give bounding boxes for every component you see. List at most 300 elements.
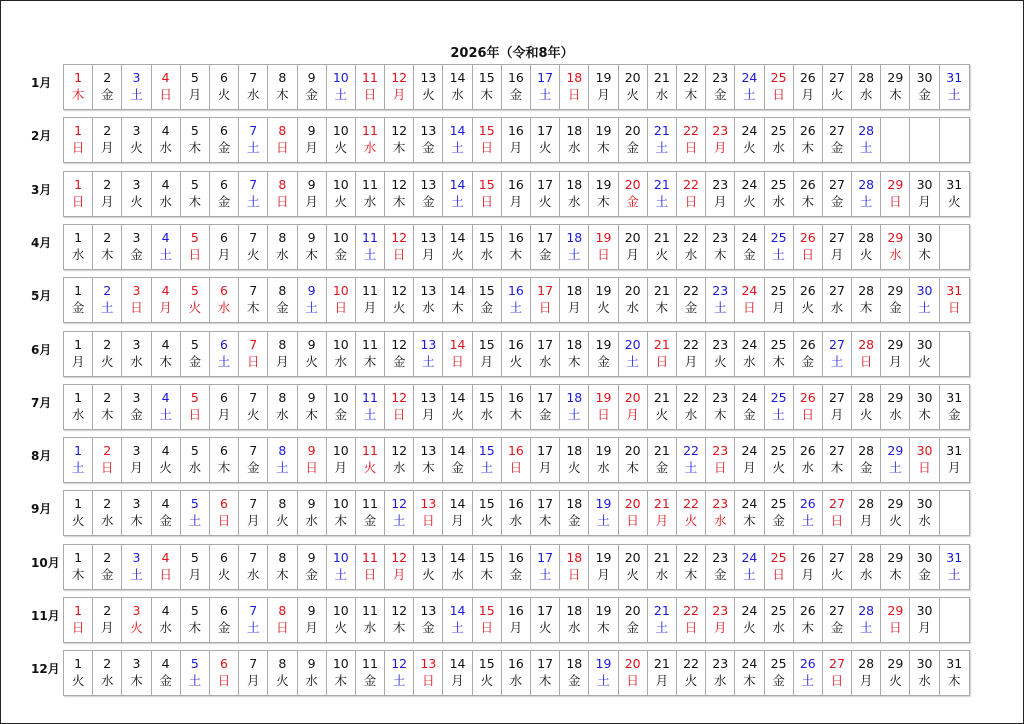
month-label: 1月 bbox=[31, 76, 52, 90]
weekday-label: 水 bbox=[451, 87, 464, 102]
month-label: 3月 bbox=[31, 182, 52, 197]
day-number: 29 bbox=[887, 283, 904, 299]
weekday-label: 金 bbox=[655, 460, 669, 476]
day-cell bbox=[327, 118, 356, 162]
day-cell bbox=[152, 385, 181, 429]
weekday-label: 火 bbox=[830, 87, 844, 102]
day-number: 14 bbox=[449, 336, 466, 352]
day-cell bbox=[589, 598, 618, 642]
day-number: 24 bbox=[741, 229, 758, 245]
weekday-label: 月 bbox=[568, 300, 581, 316]
day-cell bbox=[619, 278, 648, 322]
day-number: 4 bbox=[161, 656, 170, 672]
weekday-label: 土 bbox=[130, 566, 143, 582]
weekday-label: 木 bbox=[392, 140, 406, 156]
day-cell bbox=[735, 438, 764, 482]
weekday-label: 日 bbox=[713, 460, 727, 476]
day-number: 16 bbox=[507, 656, 524, 672]
day-cell bbox=[181, 118, 210, 162]
weekday-label: 水 bbox=[655, 566, 669, 582]
day-cell bbox=[152, 438, 181, 482]
day-cell bbox=[677, 598, 706, 642]
day-number: 4 bbox=[161, 389, 170, 405]
day-number: 29 bbox=[887, 443, 904, 459]
weekday-label: 金 bbox=[509, 87, 523, 102]
day-cell bbox=[298, 545, 327, 589]
day-number: 25 bbox=[770, 336, 787, 352]
day-number: 23 bbox=[712, 656, 729, 672]
day-cell bbox=[210, 385, 239, 429]
weekday-label: 水 bbox=[130, 353, 143, 369]
day-number: 7 bbox=[249, 549, 258, 565]
day-cell bbox=[93, 65, 122, 109]
day-cell bbox=[152, 118, 181, 162]
day-cell bbox=[794, 385, 823, 429]
day-number: 6 bbox=[220, 389, 228, 405]
weekday-label: 土 bbox=[305, 300, 318, 316]
day-number: 28 bbox=[858, 123, 875, 139]
weekday-label: 木 bbox=[101, 246, 114, 262]
day-number: 12 bbox=[391, 389, 408, 405]
day-number: 13 bbox=[420, 336, 437, 352]
weekday-label: 火 bbox=[772, 460, 785, 476]
day-cell bbox=[268, 491, 297, 535]
day-number: 4 bbox=[161, 70, 170, 85]
day-cell bbox=[881, 225, 910, 269]
day-cell bbox=[239, 172, 268, 216]
weekday-label: 土 bbox=[217, 353, 231, 369]
day-number: 8 bbox=[278, 70, 287, 85]
month-label: 12月 bbox=[31, 662, 60, 677]
day-cell bbox=[531, 545, 560, 589]
day-number: 2 bbox=[103, 229, 112, 245]
day-cell bbox=[385, 278, 414, 322]
weekday-label: 日 bbox=[451, 353, 464, 369]
weekday-label: 日 bbox=[422, 513, 435, 529]
day-cell bbox=[298, 332, 327, 376]
day-number: 19 bbox=[595, 656, 612, 672]
day-number: 19 bbox=[595, 229, 612, 245]
weekday-label: 日 bbox=[363, 87, 377, 102]
weekday-label: 日 bbox=[71, 620, 85, 635]
weekday-label: 土 bbox=[246, 193, 260, 209]
month-label: 2月 bbox=[31, 129, 52, 144]
weekday-label: 火 bbox=[568, 460, 581, 476]
day-number: 17 bbox=[537, 656, 554, 672]
day-number: 26 bbox=[799, 229, 816, 245]
day-cell bbox=[93, 598, 122, 642]
day-number: 14 bbox=[449, 176, 466, 192]
day-number: 19 bbox=[595, 283, 612, 299]
day-number: 18 bbox=[566, 496, 583, 512]
day-number: 30 bbox=[916, 549, 933, 565]
weekday-label: 木 bbox=[509, 406, 523, 422]
day-cell bbox=[502, 491, 531, 535]
weekday-label: 水 bbox=[509, 673, 523, 689]
weekday-label: 日 bbox=[568, 87, 581, 102]
day-cell bbox=[706, 118, 735, 162]
day-cell bbox=[765, 118, 794, 162]
day-cell bbox=[239, 332, 268, 376]
weekday-label: 水 bbox=[859, 566, 873, 582]
weekday-label: 火 bbox=[918, 353, 931, 369]
day-cell bbox=[823, 438, 852, 482]
day-cell bbox=[298, 118, 327, 162]
day-cell bbox=[852, 332, 881, 376]
day-number: 17 bbox=[537, 443, 554, 459]
weekday-label: 金 bbox=[626, 193, 639, 209]
day-cell bbox=[443, 332, 472, 376]
day-cell bbox=[64, 118, 93, 162]
weekday-label: 月 bbox=[743, 460, 756, 476]
day-cell bbox=[852, 385, 881, 429]
weekday-label: 水 bbox=[568, 140, 581, 156]
weekday-label: 火 bbox=[130, 620, 143, 635]
weekday-label: 金 bbox=[217, 193, 231, 209]
day-cell bbox=[648, 438, 677, 482]
day-cell bbox=[152, 651, 181, 695]
day-cell bbox=[64, 651, 93, 695]
weekday-label: 水 bbox=[305, 673, 318, 689]
day-cell bbox=[268, 385, 297, 429]
weekday-label: 火 bbox=[538, 620, 552, 635]
day-cell bbox=[239, 438, 268, 482]
day-number: 10 bbox=[332, 70, 349, 85]
day-cell bbox=[560, 491, 589, 535]
day-number: 15 bbox=[478, 176, 495, 192]
weekday-label: 金 bbox=[801, 353, 815, 369]
day-cell bbox=[619, 598, 648, 642]
day-number: 29 bbox=[887, 70, 904, 85]
day-cell bbox=[677, 118, 706, 162]
day-cell bbox=[531, 65, 560, 109]
weekday-label: 火 bbox=[538, 193, 552, 209]
day-cell bbox=[794, 65, 823, 109]
weekday-label: 月 bbox=[334, 460, 348, 476]
day-cell bbox=[268, 118, 297, 162]
day-cell bbox=[210, 118, 239, 162]
day-cell bbox=[852, 118, 881, 162]
day-number: 13 bbox=[420, 389, 437, 405]
weekday-label: 火 bbox=[859, 246, 873, 262]
day-number: 21 bbox=[653, 123, 670, 139]
empty-cell bbox=[940, 118, 969, 162]
day-cells bbox=[63, 224, 970, 270]
day-cell bbox=[239, 598, 268, 642]
day-number: 10 bbox=[332, 549, 349, 565]
weekday-label: 日 bbox=[889, 193, 902, 209]
weekday-label: 月 bbox=[918, 193, 931, 209]
day-cell bbox=[122, 172, 151, 216]
day-number: 29 bbox=[887, 603, 904, 618]
weekday-label: 木 bbox=[684, 87, 698, 102]
weekday-label: 月 bbox=[101, 620, 114, 635]
day-cell bbox=[93, 332, 122, 376]
weekday-label: 木 bbox=[188, 193, 202, 209]
weekday-label: 月 bbox=[509, 620, 523, 635]
weekday-label: 月 bbox=[830, 246, 844, 262]
day-cell bbox=[327, 545, 356, 589]
day-number: 7 bbox=[249, 336, 258, 352]
day-cell bbox=[823, 385, 852, 429]
day-number: 4 bbox=[161, 603, 170, 618]
weekday-label: 木 bbox=[918, 246, 931, 262]
day-cell bbox=[152, 332, 181, 376]
weekday-label: 月 bbox=[217, 406, 231, 422]
weekday-label: 土 bbox=[684, 460, 698, 476]
weekday-label: 日 bbox=[772, 566, 785, 582]
day-number: 22 bbox=[683, 603, 699, 618]
weekday-label: 木 bbox=[130, 513, 143, 529]
day-number: 29 bbox=[887, 389, 904, 405]
month-label: 5月 bbox=[31, 289, 52, 304]
day-cell bbox=[239, 651, 268, 695]
weekday-label: 日 bbox=[684, 193, 698, 209]
day-cell bbox=[619, 651, 648, 695]
weekday-label: 水 bbox=[713, 513, 727, 529]
weekday-label: 木 bbox=[276, 566, 289, 582]
weekday-label: 土 bbox=[713, 300, 727, 316]
day-number: 16 bbox=[507, 443, 524, 459]
day-number: 5 bbox=[190, 70, 199, 85]
day-cell bbox=[765, 278, 794, 322]
weekday-label: 月 bbox=[392, 566, 406, 582]
day-cell bbox=[356, 385, 385, 429]
weekday-label: 水 bbox=[188, 460, 202, 476]
day-number: 8 bbox=[278, 389, 287, 405]
day-number: 28 bbox=[858, 70, 875, 85]
day-cell bbox=[881, 278, 910, 322]
weekday-label: 月 bbox=[246, 673, 260, 689]
weekday-label: 土 bbox=[597, 673, 610, 689]
day-number: 30 bbox=[916, 336, 933, 352]
day-cell bbox=[589, 118, 618, 162]
day-cell bbox=[414, 278, 443, 322]
day-cell bbox=[940, 65, 969, 109]
weekday-label: 木 bbox=[159, 353, 172, 369]
day-number: 27 bbox=[829, 549, 845, 565]
weekday-label: 水 bbox=[480, 406, 493, 422]
day-number: 13 bbox=[420, 656, 437, 672]
weekday-label: 水 bbox=[305, 513, 318, 529]
weekday-label: 土 bbox=[859, 620, 873, 635]
day-cell bbox=[706, 225, 735, 269]
day-cell bbox=[64, 65, 93, 109]
day-cell bbox=[940, 385, 969, 429]
day-number: 19 bbox=[595, 496, 612, 512]
weekday-label: 土 bbox=[246, 140, 260, 156]
day-cell bbox=[502, 438, 531, 482]
day-cell bbox=[910, 438, 939, 482]
day-cell bbox=[385, 491, 414, 535]
weekday-label: 金 bbox=[830, 620, 844, 635]
day-number: 29 bbox=[887, 496, 904, 512]
day-number: 27 bbox=[829, 229, 845, 245]
day-cell bbox=[735, 118, 764, 162]
day-number: 1 bbox=[74, 496, 83, 512]
weekday-label: 土 bbox=[772, 406, 785, 422]
day-number: 22 bbox=[683, 549, 699, 565]
day-cell bbox=[794, 651, 823, 695]
day-number: 24 bbox=[741, 549, 758, 565]
weekday-label: 土 bbox=[947, 566, 961, 582]
day-cells bbox=[63, 544, 970, 590]
day-cell bbox=[298, 65, 327, 109]
day-number: 17 bbox=[537, 336, 554, 352]
empty-cell bbox=[940, 491, 969, 535]
day-number: 11 bbox=[362, 123, 378, 139]
day-number: 12 bbox=[391, 283, 408, 299]
day-number: 10 bbox=[332, 336, 349, 352]
day-number: 26 bbox=[799, 70, 816, 85]
day-cell bbox=[181, 385, 210, 429]
weekday-label: 火 bbox=[626, 566, 639, 582]
day-cell bbox=[619, 491, 648, 535]
weekday-label: 木 bbox=[305, 406, 318, 422]
weekday-label: 月 bbox=[159, 300, 172, 316]
weekday-label: 金 bbox=[889, 300, 902, 316]
day-number: 3 bbox=[132, 603, 141, 618]
day-cell bbox=[473, 491, 502, 535]
weekday-label: 火 bbox=[334, 140, 348, 156]
day-number: 1 bbox=[74, 389, 83, 405]
day-cell bbox=[414, 65, 443, 109]
weekday-label: 木 bbox=[743, 513, 756, 529]
day-number: 26 bbox=[799, 176, 816, 192]
day-number: 11 bbox=[362, 283, 378, 299]
weekday-label: 水 bbox=[889, 246, 902, 262]
day-cell bbox=[268, 438, 297, 482]
weekday-label: 日 bbox=[130, 300, 143, 316]
day-number: 1 bbox=[74, 656, 83, 672]
day-cell bbox=[794, 118, 823, 162]
weekday-label: 金 bbox=[568, 673, 581, 689]
weekday-label: 月 bbox=[101, 193, 114, 209]
day-number: 18 bbox=[566, 283, 583, 299]
weekday-label: 火 bbox=[305, 353, 318, 369]
day-cell bbox=[210, 598, 239, 642]
day-cell bbox=[765, 172, 794, 216]
day-cell bbox=[852, 438, 881, 482]
day-number: 13 bbox=[420, 123, 437, 139]
day-number: 17 bbox=[537, 70, 554, 85]
day-cell bbox=[64, 225, 93, 269]
weekday-label: 月 bbox=[363, 300, 377, 316]
weekday-label: 日 bbox=[684, 620, 698, 635]
day-cell bbox=[735, 278, 764, 322]
weekday-label: 火 bbox=[334, 620, 348, 635]
day-cell bbox=[794, 278, 823, 322]
weekday-label: 日 bbox=[101, 460, 114, 476]
weekday-label: 月 bbox=[188, 87, 202, 102]
weekday-label: 土 bbox=[743, 87, 756, 102]
day-cell bbox=[473, 278, 502, 322]
day-cell bbox=[239, 118, 268, 162]
day-cell bbox=[677, 491, 706, 535]
day-cell bbox=[181, 278, 210, 322]
day-cell bbox=[327, 225, 356, 269]
day-cell bbox=[443, 172, 472, 216]
day-cell bbox=[210, 438, 239, 482]
day-number: 25 bbox=[770, 229, 787, 245]
day-cell bbox=[473, 438, 502, 482]
day-cell bbox=[706, 438, 735, 482]
weekday-label: 日 bbox=[655, 353, 669, 369]
day-cell bbox=[794, 545, 823, 589]
day-cell bbox=[122, 65, 151, 109]
day-number: 14 bbox=[449, 283, 466, 299]
day-number: 2 bbox=[103, 70, 112, 85]
day-number: 10 bbox=[332, 496, 349, 512]
day-number: 2 bbox=[103, 549, 112, 565]
day-number: 27 bbox=[829, 656, 845, 672]
day-number: 16 bbox=[507, 389, 524, 405]
weekday-label: 木 bbox=[830, 460, 844, 476]
day-cell bbox=[268, 65, 297, 109]
day-number: 18 bbox=[566, 603, 583, 618]
weekday-label: 日 bbox=[363, 566, 377, 582]
day-number: 25 bbox=[770, 123, 787, 139]
day-cell bbox=[502, 65, 531, 109]
weekday-label: 日 bbox=[217, 673, 231, 689]
weekday-label: 土 bbox=[626, 353, 639, 369]
day-number: 28 bbox=[858, 443, 875, 459]
day-cell bbox=[910, 65, 939, 109]
day-cell bbox=[122, 278, 151, 322]
day-cell bbox=[794, 172, 823, 216]
day-cell bbox=[502, 225, 531, 269]
weekday-label: 金 bbox=[422, 620, 435, 635]
day-number: 9 bbox=[307, 603, 316, 618]
day-cell bbox=[181, 65, 210, 109]
day-number: 12 bbox=[391, 443, 408, 459]
day-number: 21 bbox=[653, 549, 670, 565]
day-cell bbox=[93, 118, 122, 162]
day-cell bbox=[473, 332, 502, 376]
day-cell bbox=[356, 225, 385, 269]
day-number: 11 bbox=[362, 336, 378, 352]
weekday-label: 水 bbox=[713, 673, 727, 689]
day-cell bbox=[648, 385, 677, 429]
day-cell bbox=[414, 651, 443, 695]
day-cell bbox=[181, 332, 210, 376]
day-number: 11 bbox=[362, 229, 378, 245]
day-cell bbox=[64, 278, 93, 322]
weekday-label: 木 bbox=[392, 620, 406, 635]
weekday-label: 日 bbox=[830, 673, 844, 689]
day-number: 12 bbox=[391, 656, 408, 672]
day-cell bbox=[122, 118, 151, 162]
day-cell bbox=[122, 651, 151, 695]
day-cell bbox=[473, 651, 502, 695]
weekday-label: 火 bbox=[392, 300, 406, 316]
weekday-label: 火 bbox=[684, 673, 698, 689]
day-cell bbox=[414, 598, 443, 642]
day-cell bbox=[473, 225, 502, 269]
day-cell bbox=[765, 332, 794, 376]
day-number: 8 bbox=[278, 656, 287, 672]
weekday-label: 水 bbox=[159, 620, 172, 635]
day-cell bbox=[560, 65, 589, 109]
day-number: 20 bbox=[624, 123, 641, 139]
weekday-label: 木 bbox=[392, 193, 406, 209]
day-cell bbox=[298, 225, 327, 269]
month-label: 11月 bbox=[31, 609, 60, 623]
day-number: 30 bbox=[916, 656, 933, 672]
day-cell bbox=[677, 545, 706, 589]
day-number: 28 bbox=[858, 496, 875, 512]
day-number: 3 bbox=[132, 70, 141, 85]
